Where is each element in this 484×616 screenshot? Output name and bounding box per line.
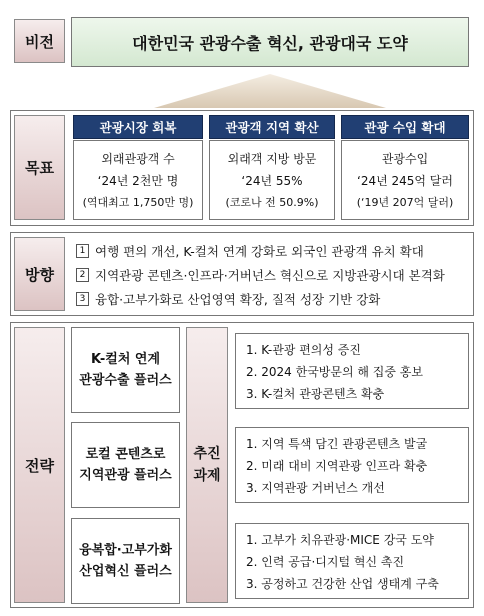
strategy-label — [14, 327, 65, 603]
direction-number: 3 — [76, 292, 89, 306]
strategy-line: 관광수출 플러스 — [79, 373, 172, 388]
direction-text: 융합·고부가화로 산업영역 확장, 질적 성장 기반 강화 — [95, 292, 381, 307]
direction-item — [76, 266, 470, 284]
strategy-line: 로컬 콘텐츠로 — [85, 447, 166, 462]
strategy-kculture — [71, 327, 180, 413]
strategy-convergence — [71, 518, 180, 604]
goal-line: 관광수입 — [381, 151, 429, 166]
vision-text: 대한민국 관광수출 혁신, 관광대국 도약 — [132, 33, 408, 53]
goal-line: (역대최고 1,750만 명) — [82, 196, 194, 210]
direction-list — [76, 239, 470, 311]
task-item: 3. 지역관광 거버넌스 개선 — [246, 480, 385, 495]
tasks-label — [186, 327, 228, 603]
direction-item — [76, 242, 470, 260]
task-group-local — [235, 427, 469, 503]
task-item: 2. 미래 대비 지역관광 인프라 확충 — [246, 458, 428, 473]
task-group-kculture — [235, 333, 469, 409]
goal-line: 외래객 지방 방문 — [227, 151, 317, 166]
goals-label — [14, 115, 65, 220]
goal-line: ‘24년 55% — [241, 173, 303, 188]
strategy-label-text: 전략 — [25, 456, 54, 475]
direction-label — [14, 237, 65, 311]
strategy-line: 산업혁신 플러스 — [79, 564, 172, 579]
goal-header-regional-spread — [209, 115, 335, 139]
goal-body-revenue-expansion — [341, 140, 469, 220]
tasks-label-line: 추진 — [193, 446, 221, 462]
task-item: 3. 공정하고 건강한 산업 생태계 구축 — [246, 576, 439, 591]
direction-number: 2 — [76, 268, 89, 282]
tasks-label-line: 과제 — [193, 468, 221, 484]
goals-label-text: 목표 — [25, 159, 54, 177]
vision-box — [71, 17, 469, 67]
direction-text: 지역관광 콘텐츠·인프라·거버넌스 혁신으로 지방관광시대 본격화 — [95, 268, 445, 283]
task-item: 2. 2024 한국방문의 해 집중 홍보 — [246, 364, 423, 379]
goal-line: (‘19년 207억 달러) — [356, 196, 454, 210]
goal-line: ‘24년 2천만 명 — [97, 173, 179, 188]
goal-body-regional-spread — [209, 140, 335, 220]
direction-label-text: 방향 — [25, 265, 54, 284]
task-item: 3. K-컬처 관광콘텐츠 확충 — [246, 386, 385, 401]
strategy-local — [71, 422, 180, 508]
direction-text: 여행 편의 개선, K-컬처 연계 강화로 외국인 관광객 유치 확대 — [95, 244, 424, 259]
task-item: 1. 고부가 치유관광·MICE 강국 도약 — [246, 532, 434, 547]
task-item: 1. 지역 특색 담긴 관광콘텐츠 발굴 — [246, 436, 428, 451]
goal-line: 외래관광객 수 — [101, 151, 175, 166]
strategy-line: 지역관광 플러스 — [79, 468, 172, 483]
goal-title: 관광 수입 확대 — [364, 120, 446, 135]
task-item: 1. K-관광 편의성 증진 — [246, 342, 361, 357]
strategy-line: 융복합·고부가화 — [79, 543, 172, 558]
vision-label-text: 비전 — [25, 32, 54, 51]
strategy-line: K-컬처 연계 — [90, 352, 161, 367]
goal-header-revenue-expansion — [341, 115, 469, 139]
task-item: 2. 인력 공급·디지털 혁신 촉진 — [246, 554, 405, 569]
direction-item — [76, 290, 470, 308]
direction-number: 1 — [76, 244, 89, 258]
up-arrow-icon — [150, 70, 390, 110]
goal-title: 관광객 지역 확산 — [225, 120, 319, 135]
goal-line: ‘24년 245억 달러 — [357, 173, 453, 188]
goal-line: (코로나 전 50.9%) — [225, 196, 319, 210]
goal-title: 관광시장 회복 — [99, 120, 177, 135]
goal-header-market-recovery — [73, 115, 203, 139]
vision-label — [14, 19, 65, 63]
goal-body-market-recovery — [73, 140, 203, 220]
task-group-convergence — [235, 523, 469, 599]
